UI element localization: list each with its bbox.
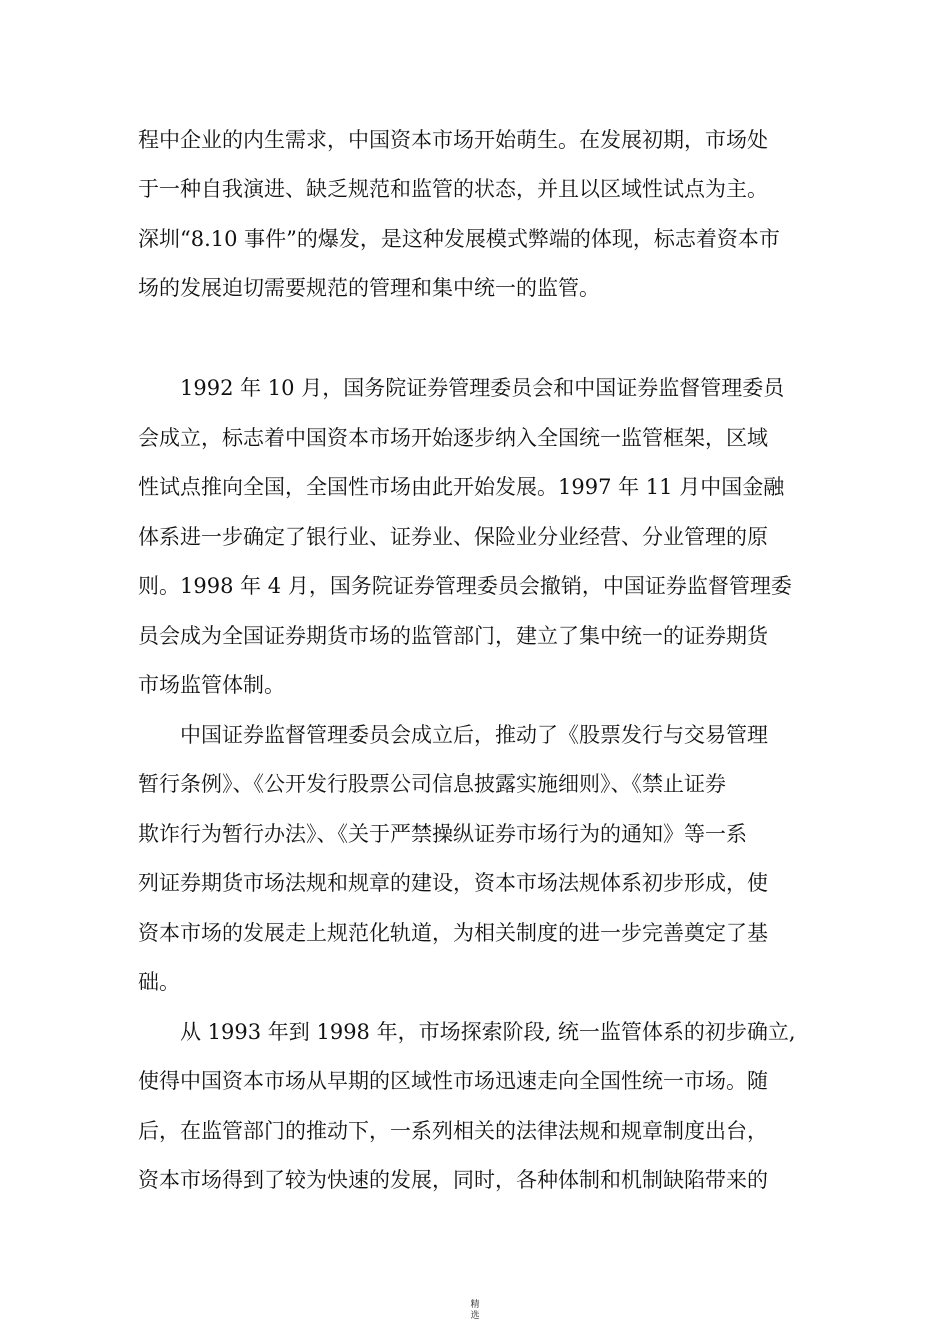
paragraph-1-line-4: 场的发展迫切需要规范的管理和集中统一的监管。 [138, 276, 600, 300]
page-footer [0, 1300, 950, 1322]
paragraph-3-line-3: 欺诈行为暂行办法》、《关于严禁操纵证券市场行为的通知》等一系 [138, 822, 747, 846]
paragraph-4-line-4: 资本市场得到了较为快速的发展，同时，各种体制和机制缺陷带来的 [138, 1168, 768, 1192]
paragraph-1-line-3: 深圳“8.10 事件”的爆发，是这种发展模式弊端的体现，标志着资本市 [138, 227, 780, 251]
paragraph-3-line-2: 暂行条例》、《公开发行股票公司信息披露实施细则》、《禁止证券 [138, 772, 726, 796]
paragraph-2-line-6: 员会成为全国证券期货市场的监管部门，建立了集中统一的证券期货 [138, 624, 768, 648]
paragraph-2-line-1: 1992 年 10 月，国务院证券管理委员会和中国证券监督管理委员 [180, 376, 785, 400]
paragraph-3-line-5: 资本市场的发展走上规范化轨道，为相关制度的进一步完善奠定了基 [138, 921, 768, 945]
paragraph-1-line-1: 程中企业的内生需求，中国资本市场开始萌生。在发展初期，市场处 [138, 128, 768, 152]
paragraph-3-line-6: 础。 [138, 970, 180, 994]
paragraph-2-line-4: 体系进一步确定了银行业、证券业、保险业分业经营、分业管理的原 [138, 525, 768, 549]
paragraph-2-line-5: 则。1998 年 4 月，国务院证券管理委员会撤销，中国证券监督管理委 [138, 574, 792, 598]
paragraph-3-line-1: 中国证券监督管理委员会成立后，推动了《股票发行与交易管理 [180, 723, 768, 747]
paragraph-1-line-2: 于一种自我演进、缺乏规范和监管的状态，并且以区域性试点为主。 [138, 177, 768, 201]
paragraph-2-line-7: 市场监管体制。 [138, 673, 285, 697]
paragraph-4-line-1: 从 1993 年到 1998 年，市场探索阶段, 统一监管体系的初步确立, [180, 1020, 796, 1044]
paragraph-3-line-4: 列证券期货市场法规和规章的建设，资本市场法规体系初步形成，使 [138, 871, 768, 895]
paragraph-4-line-3: 后，在监管部门的推动下，一系列相关的法律法规和规章制度出台， [138, 1119, 768, 1143]
footer-line-2: 选 [470, 1311, 480, 1321]
paragraph-4-line-2: 使得中国资本市场从早期的区域性市场迅速走向全国性统一市场。随 [138, 1069, 768, 1093]
paragraph-2-line-3: 性试点推向全国，全国性市场由此开始发展。1997 年 11 月中国金融 [138, 475, 785, 499]
footer-line-1: 精 [470, 1300, 480, 1310]
paragraph-2-line-2: 会成立，标志着中国资本市场开始逐步纳入全国统一监管框架，区域 [138, 426, 768, 450]
